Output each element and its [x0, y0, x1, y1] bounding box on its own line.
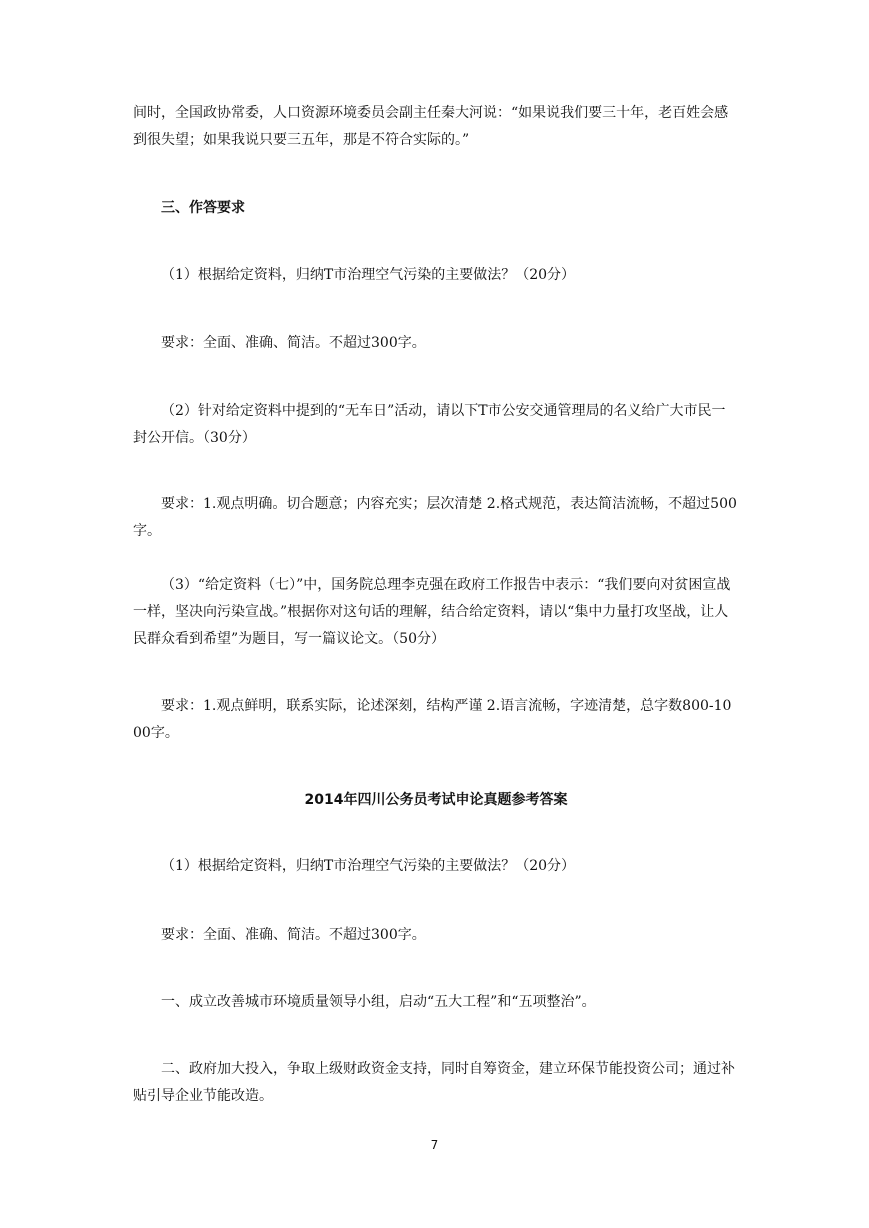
- question-2: （2）针对给定资料中提到的“无车日”活动，请以下T市公安交通管理局的名义给广大市民一封公开信。（30分）: [133, 403, 726, 446]
- question-1-requirements: 要求：全面、准确、简洁。不超过300字。: [161, 335, 426, 351]
- answer-point-2: 二、政府加大投入，争取上级财政资金支持，同时自筹资金，建立环保节能投资公司；通过补贴引导企业节能改造。: [133, 1061, 735, 1104]
- paragraph-continuation: 间时，全国政协常委，人口资源环境委员会副主任秦大河说：“如果说我们要三十年，老百姓会感到很失望；如果我说只要三五年，那是不符合实际的。”: [133, 105, 729, 148]
- page-number: 7: [430, 1138, 439, 1152]
- answer-section-title: 2014年四川公务员考试申论真题参考答案: [304, 792, 568, 808]
- answer-question-1-requirements: 要求：全面、准确、简洁。不超过300字。: [161, 927, 426, 943]
- question-3-requirements: 要求：1.观点鲜明，联系实际，论述深刻，结构严谨 2.语言流畅，字迹清楚，总字数800-1000字。: [133, 698, 732, 741]
- question-3: （3）“给定资料（七）”中，国务院总理李克强在政府工作报告中表示：“我们要向对贫困宣战一样，坚决向污染宣战。”根据你对这句话的理解，结合给定资料，请以“集中力量打攻坚战，让人民群众看到希望”为题目，写一篇议论文。（50分）: [133, 577, 731, 647]
- question-1: （1）根据给定资料，归纳T市治理空气污染的主要做法？（20分）: [161, 267, 576, 283]
- answer-point-1: 一、成立改善城市环境质量领导小组，启动“五大工程”和“五项整治”。: [161, 994, 596, 1010]
- question-2-requirements: 要求：1.观点明确。切合题意；内容充实；层次清楚 2.格式规范，表达简洁流畅，不超过500字。: [133, 496, 737, 539]
- section-heading-answer-requirements: 三、作答要求: [161, 200, 245, 216]
- answer-question-1: （1）根据给定资料，归纳T市治理空气污染的主要做法？（20分）: [161, 858, 576, 874]
